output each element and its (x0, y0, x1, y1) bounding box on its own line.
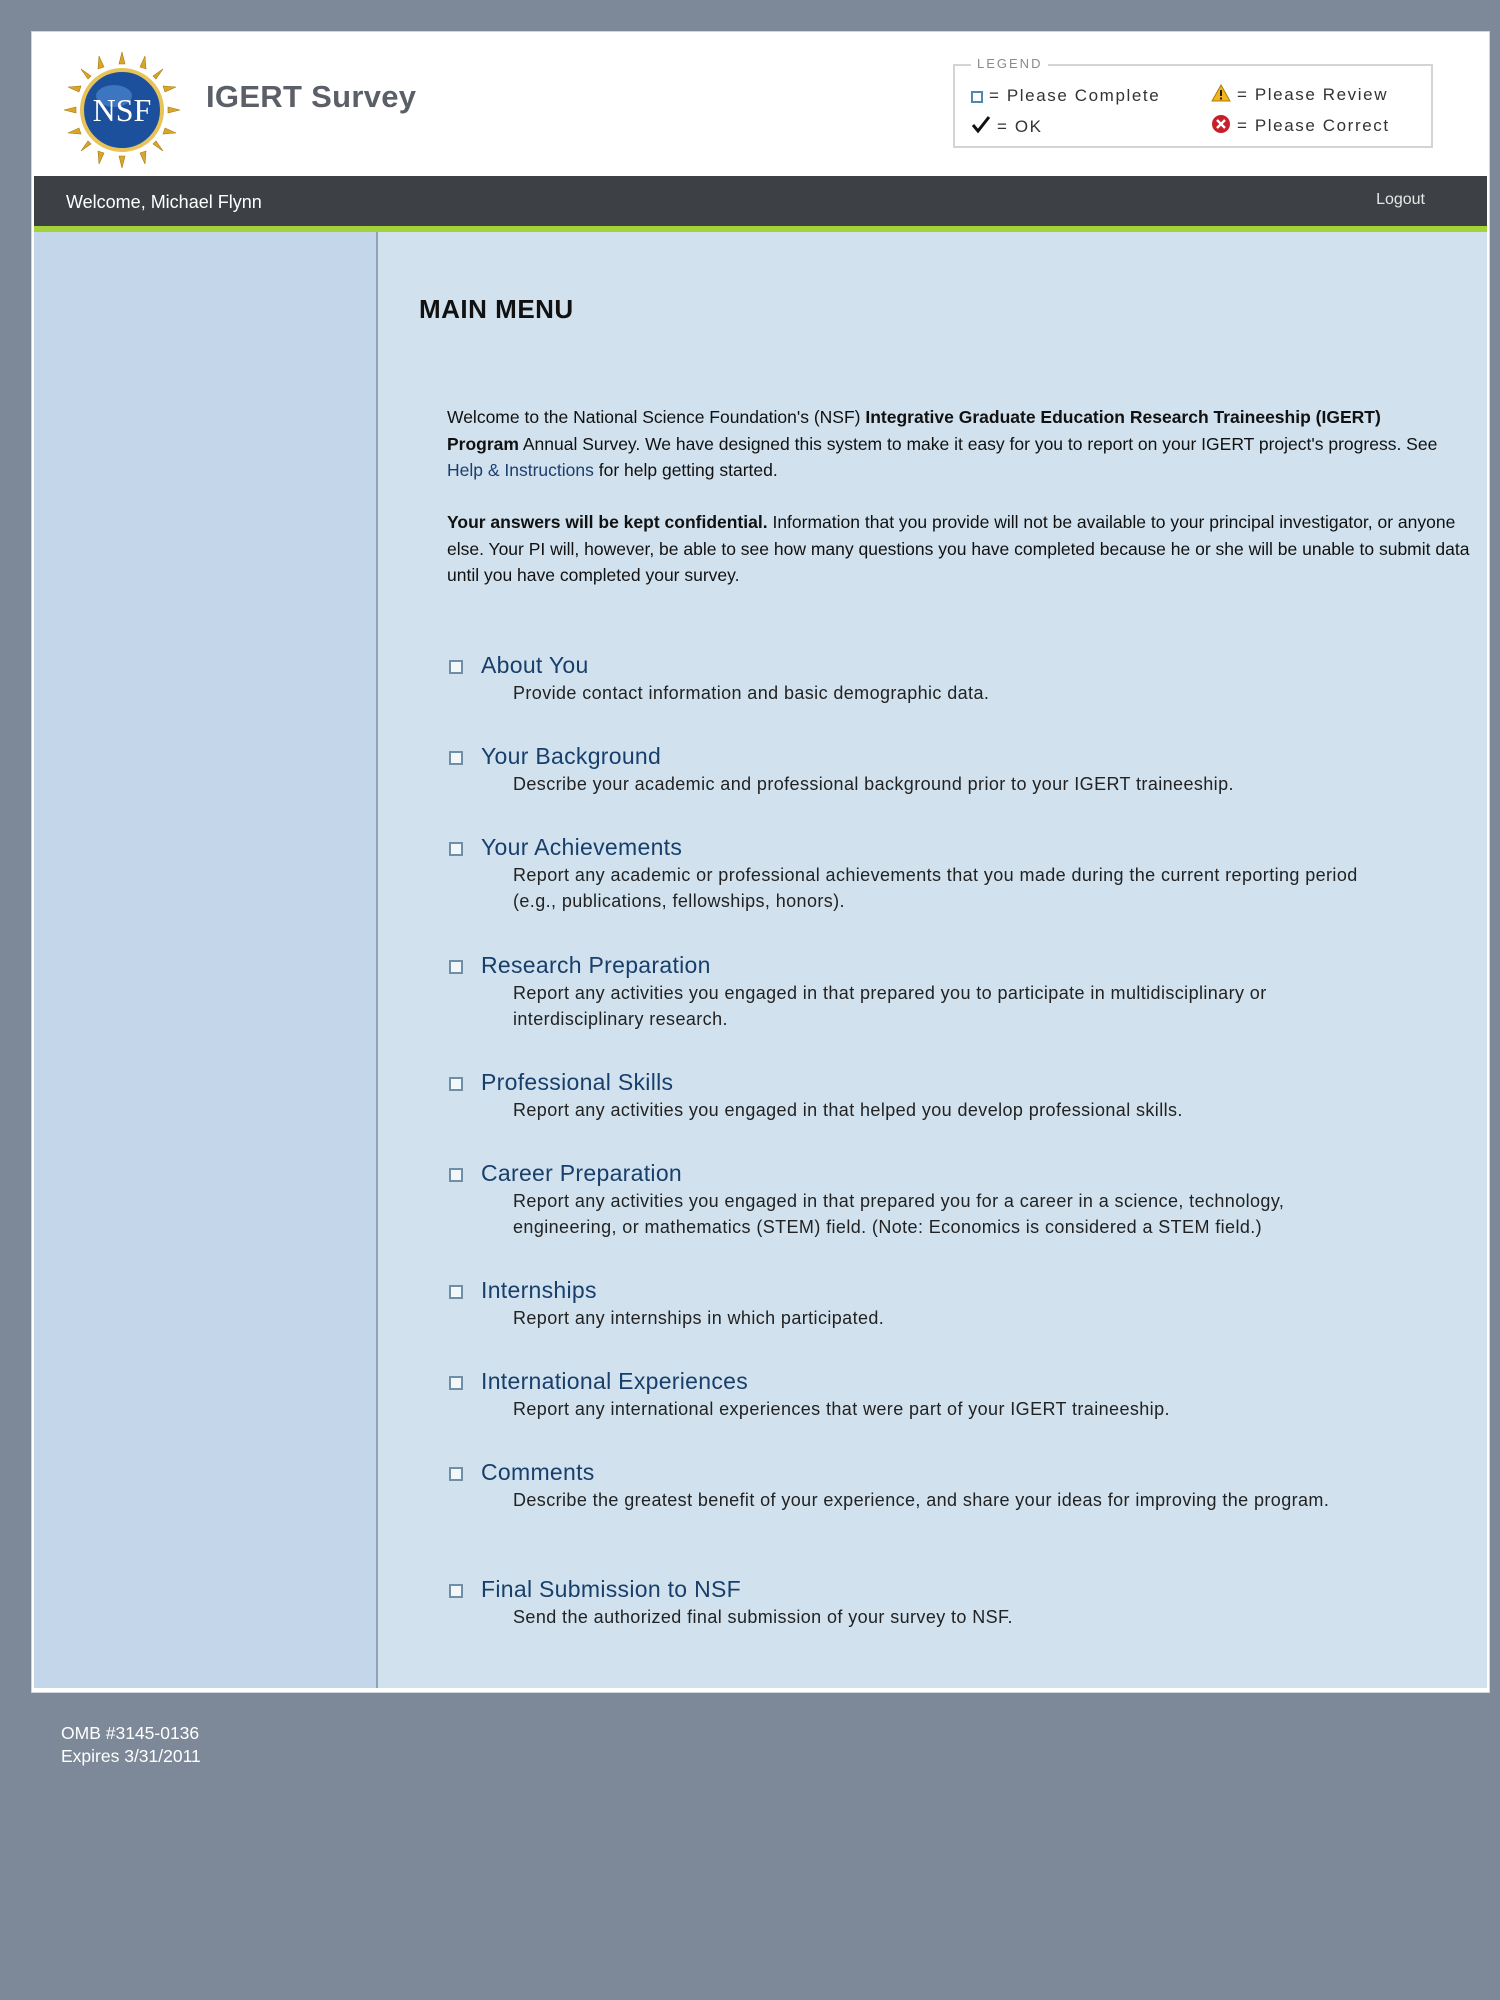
menu-item-title[interactable]: Comments (481, 1459, 595, 1485)
sidebar (34, 232, 378, 1688)
omb-number: OMB #3145-0136 (61, 1723, 200, 1743)
header (32, 32, 1489, 176)
legend-title: LEGEND (971, 56, 1048, 71)
please-complete-icon (449, 1376, 463, 1390)
footer (61, 1722, 201, 1768)
please-complete-icon (449, 660, 463, 674)
menu-item-title[interactable]: Your Background (481, 743, 662, 769)
empty-checkbox-icon (971, 91, 983, 103)
menu-item-description: Provide contact information and basic demographic data. (513, 683, 990, 703)
menu-item-title[interactable]: Internships (481, 1277, 597, 1303)
top-navbar (34, 176, 1487, 226)
help-instructions-link[interactable]: Help & Instructions (447, 460, 594, 480)
warning-icon (1211, 84, 1231, 107)
please-complete-icon (449, 1077, 463, 1091)
menu-item-title[interactable]: International Experiences (481, 1368, 749, 1394)
please-complete-icon (449, 960, 463, 974)
menu-item-description: Report any activities you engaged in that helped you develop professional skills. (513, 1100, 1183, 1120)
svg-text:NSF: NSF (92, 92, 152, 128)
menu-item-title[interactable]: Your Achievements (481, 834, 683, 860)
page-title: MAIN MENU (419, 294, 574, 324)
menu-item-title[interactable]: About You (481, 652, 589, 678)
please-complete-icon (449, 1285, 463, 1299)
error-icon (1211, 114, 1231, 139)
expiration-date: Expires 3/31/2011 (61, 1746, 201, 1766)
menu-item-description: Report any internships in which participated. (513, 1308, 885, 1328)
menu-item-description: Describe the greatest benefit of your experience, and share your ideas for improving the program. (513, 1490, 1330, 1510)
please-complete-icon (449, 1467, 463, 1481)
menu-item-description: Send the authorized final submission of your survey to NSF. (513, 1607, 1013, 1627)
page-frame (31, 31, 1490, 1693)
menu-item-description: Describe your academic and professional background prior to your IGERT traineeship. (513, 774, 1234, 794)
welcome-text: Welcome, Michael Flynn (66, 192, 262, 212)
logout-link[interactable]: Logout (1376, 191, 1425, 208)
menu-item-title[interactable]: Career Preparation (481, 1160, 683, 1186)
legend-panel (953, 56, 1433, 148)
menu-item-title[interactable]: Professional Skills (481, 1069, 674, 1095)
legend-please-review: = Please Review (1211, 84, 1388, 107)
checkmark-icon (971, 116, 991, 139)
menu-item-description: Report any activities you engaged in that prepared you to participate in multidisciplinary or interdisciplinary research. (513, 983, 1267, 1029)
legend-please-complete: = Please Complete (971, 86, 1160, 106)
please-complete-icon (449, 1584, 463, 1598)
main-content (378, 232, 1487, 1688)
legend-please-correct: = Please Correct (1211, 114, 1390, 139)
menu-item-description: Report any international experiences that were part of your IGERT traineeship. (513, 1399, 1170, 1419)
menu-item-description: Report any activities you engaged in that prepared you for a career in a science, technology, engineering, or mathematics (STEM) field. (Note: Economics is considered a STEM field.) (513, 1191, 1285, 1237)
menu-item-title[interactable]: Research Preparation (481, 952, 711, 978)
legend-ok: = OK (971, 116, 1043, 139)
nsf-logo (62, 50, 182, 170)
confidential-paragraph: Your answers will be kept confidential. Information that you provide will not be available to your principal investigator, or anyone else. Your PI will, however, be able to see how many questions you have completed because he or she will be unable to submit data until you have completed your survey. (447, 512, 1470, 585)
please-complete-icon (449, 1168, 463, 1182)
please-complete-icon (449, 842, 463, 856)
app-title: IGERT Survey (206, 79, 417, 114)
intro-paragraph: Welcome to the National Science Foundation's (NSF) Integrative Graduate Education Research Traineeship (IGERT) Program Annual Survey. We have designed this system to make it easy for you to report on your IGERT project's progress. See Help & Instructions for help getting started. (447, 407, 1438, 480)
please-complete-icon (449, 751, 463, 765)
menu-item-description: Report any academic or professional achievements that you made during the current reporting period (e.g., publications, fellowships, honors). (513, 865, 1358, 911)
menu-item-title[interactable]: Final Submission to NSF (481, 1576, 741, 1602)
